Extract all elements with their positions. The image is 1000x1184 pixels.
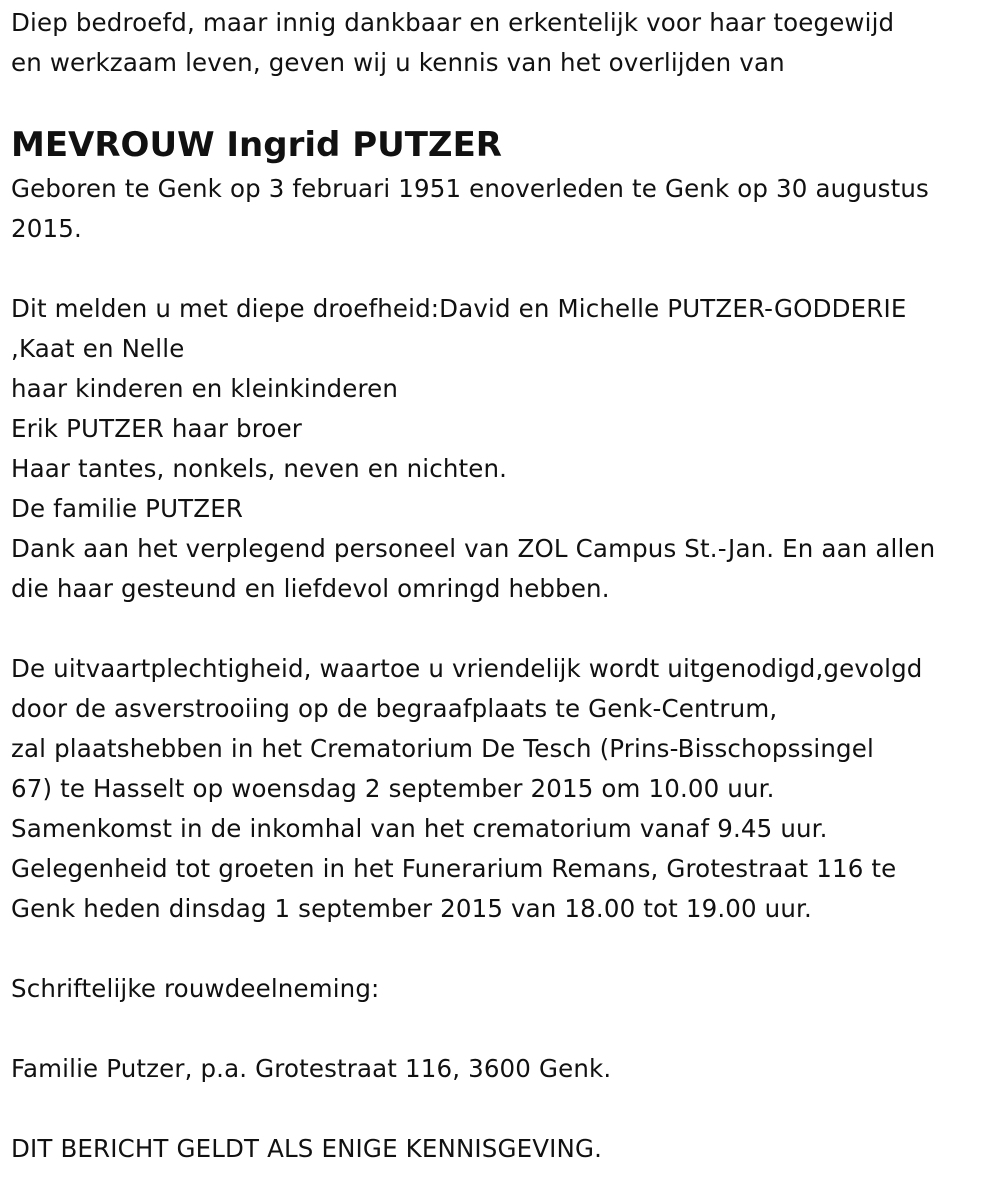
text-line: Samenkomst in de inkomhal van het crematorium vanaf 9.45 uur.	[11, 814, 828, 843]
text-line: Geboren te Genk op 3 februari 1951 enoverleden te Genk op 30 augustus	[11, 174, 929, 203]
text-line: ,Kaat en Nelle	[11, 334, 185, 363]
text-line: De uitvaartplechtigheid, waartoe u vriendelijk wordt uitgenodigd,gevolgd	[11, 654, 923, 683]
text-line: haar kinderen en kleinkinderen	[11, 374, 399, 403]
text-line: Dit melden u met diepe droefheid:David en Michelle PUTZER-GODDERIE	[11, 294, 907, 323]
spacer	[11, 609, 996, 649]
birth-death-paragraph	[11, 169, 996, 249]
text-line: door de asverstrooiing op de begraafplaats te Genk-Centrum,	[11, 694, 778, 723]
text-line: Gelegenheid tot groeten in het Funerarium Remans, Grotestraat 116 te	[11, 854, 897, 883]
family-paragraph	[11, 289, 996, 609]
condolence-address: Familie Putzer, p.a. Grotestraat 116, 3600 Genk.	[11, 1054, 612, 1083]
spacer	[11, 1089, 996, 1129]
obituary-notice	[11, 3, 996, 1169]
ceremony-paragraph	[11, 649, 996, 929]
condolence-label: Schriftelijke rouwdeelneming:	[11, 974, 380, 1003]
text-line: De familie PUTZER	[11, 494, 244, 523]
deceased-name: MEVROUW Ingrid PUTZER	[11, 125, 502, 165]
text-line: 67) te Hasselt op woensdag 2 september 2015 om 10.00 uur.	[11, 774, 775, 803]
text-line: 2015.	[11, 214, 82, 243]
text-line: Erik PUTZER haar broer	[11, 414, 303, 443]
spacer	[11, 249, 996, 289]
text-line: Haar tantes, nonkels, neven en nichten.	[11, 454, 508, 483]
text-line: die haar gesteund en liefdevol omringd hebben.	[11, 574, 610, 603]
intro-paragraph	[11, 3, 996, 83]
text-line: en werkzaam leven, geven wij u kennis van het overlijden van	[11, 48, 785, 77]
text-line: Dank aan het verplegend personeel van ZOL Campus St.-Jan. En aan allen	[11, 534, 936, 563]
text-line: Genk heden dinsdag 1 september 2015 van 18.00 tot 19.00 uur.	[11, 894, 812, 923]
text-line: zal plaatshebben in het Crematorium De Tesch (Prins-Bisschopssingel	[11, 734, 874, 763]
spacer	[11, 929, 996, 969]
closing-notice: DIT BERICHT GELDT ALS ENIGE KENNISGEVING.	[11, 1134, 603, 1163]
text-line: Diep bedroefd, maar innig dankbaar en erkentelijk voor haar toegewijd	[11, 8, 895, 37]
spacer	[11, 1009, 996, 1049]
